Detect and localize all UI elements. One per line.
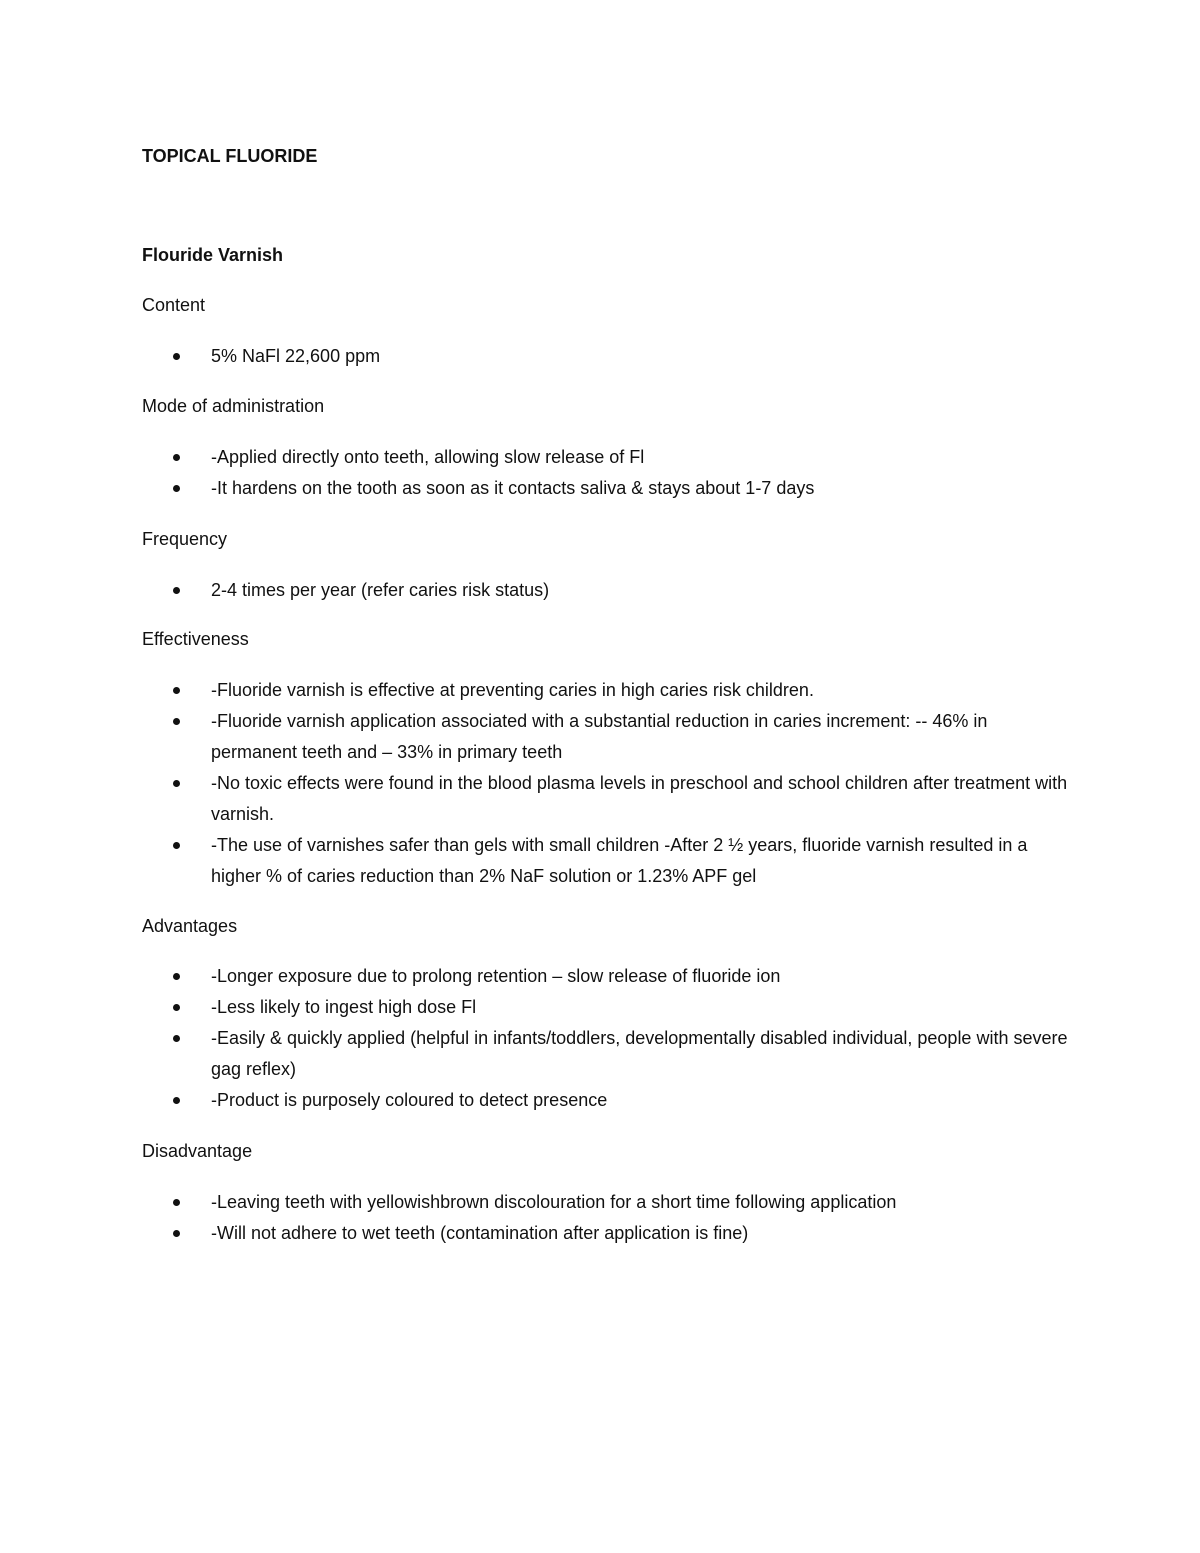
bullet-icon [173, 780, 180, 787]
bullet-icon [173, 353, 180, 360]
content-heading: Content [142, 295, 206, 315]
bullet-icon [173, 718, 180, 725]
effectiveness-item: -The use of varnishes safer than gels with small children -After 2 ½ years, fluoride varnish resulted in a higher % of caries reduction than 2% NaF solution or 1.23% APF gel [211, 835, 1028, 886]
bullet-icon [173, 1230, 180, 1237]
bullet-icon [173, 973, 180, 980]
bullet-icon [173, 687, 180, 694]
mode-heading: Mode of administration [142, 396, 325, 416]
content-item: 5% NaFl 22,600 ppm [211, 346, 381, 366]
advantages-heading: Advantages [142, 916, 238, 936]
mode-item: -Applied directly onto teeth, allowing slow release of Fl [211, 447, 645, 467]
disadvantage-item: -Will not adhere to wet teeth (contamination after application is fine) [211, 1223, 749, 1243]
advantages-item: -Product is purposely coloured to detect presence [211, 1090, 608, 1110]
bullet-icon [173, 587, 180, 594]
effectiveness-item: -No toxic effects were found in the blood plasma levels in preschool and school children after treatment with varnish. [211, 773, 1068, 824]
section-title: Flouride Varnish [142, 245, 284, 265]
advantages-item: -Less likely to ingest high dose Fl [211, 997, 477, 1017]
effectiveness-item: -Fluoride varnish application associated with a substantial reduction in caries increment: -- 46% in permanent teeth and – 33% in primary teeth [211, 711, 988, 762]
bullet-icon [173, 1004, 180, 1011]
disadvantage-heading: Disadvantage [142, 1141, 253, 1161]
bullet-icon [173, 842, 180, 849]
bullet-icon [173, 485, 180, 492]
advantages-item: -Longer exposure due to prolong retention – slow release of fluoride ion [211, 966, 781, 986]
effectiveness-item: -Fluoride varnish is effective at preventing caries in high caries risk children. [211, 680, 814, 700]
document-title: TOPICAL FLUORIDE [142, 146, 318, 166]
bullet-icon [173, 454, 180, 461]
frequency-heading: Frequency [142, 529, 228, 549]
frequency-item: 2-4 times per year (refer caries risk status) [211, 580, 550, 600]
bullet-icon [173, 1035, 180, 1042]
advantages-item: -Easily & quickly applied (helpful in infants/toddlers, developmentally disabled individual, people with severe gag reflex) [211, 1028, 1068, 1079]
effectiveness-heading: Effectiveness [142, 629, 249, 649]
mode-item: -It hardens on the tooth as soon as it contacts saliva & stays about 1-7 days [211, 478, 815, 498]
bullet-icon [173, 1097, 180, 1104]
disadvantage-item: -Leaving teeth with yellowishbrown discolouration for a short time following application [211, 1192, 897, 1212]
bullet-icon [173, 1199, 180, 1206]
